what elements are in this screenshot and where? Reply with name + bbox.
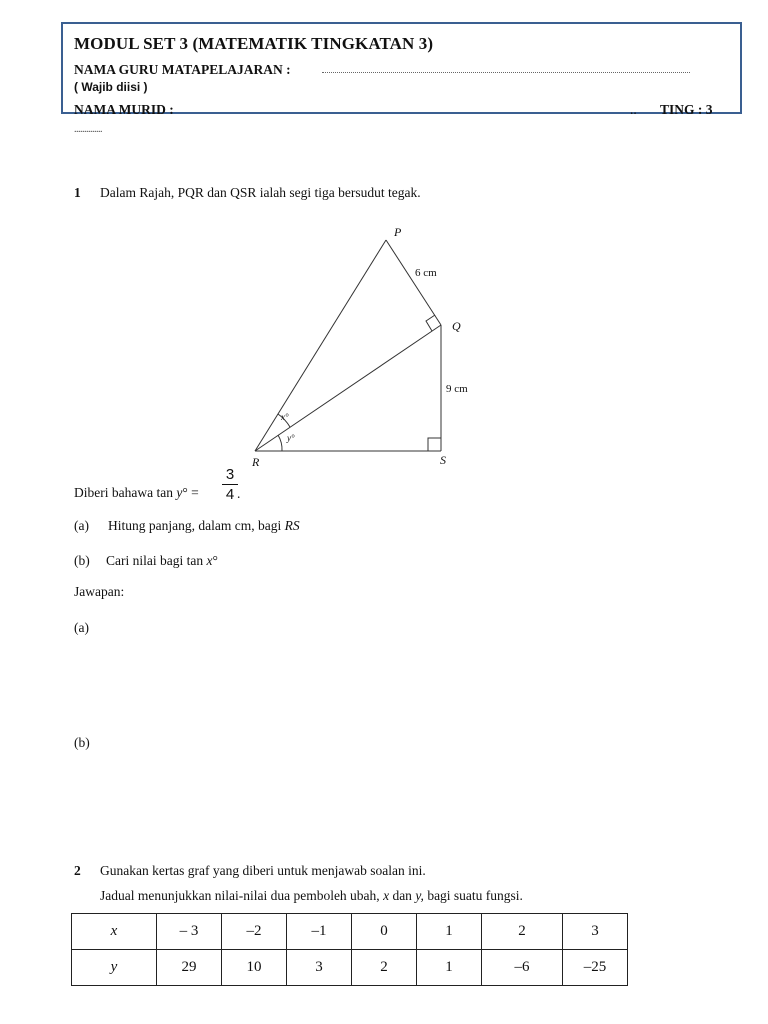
part-a-label: (a)	[74, 518, 89, 533]
table-cell: 0	[352, 914, 417, 950]
table-cell: 2	[482, 914, 563, 950]
table-cell: –2	[222, 914, 287, 950]
q2-line2-end: bagi suatu fungsi.	[423, 888, 523, 903]
side-QR	[255, 325, 441, 451]
side-PQ	[386, 240, 441, 325]
table-row-x	[72, 914, 628, 950]
question-2-number: 2	[74, 863, 81, 878]
fraction-three-quarters	[222, 466, 241, 503]
label-Q: Q	[452, 319, 461, 333]
q2-line2-dan: dan	[389, 888, 416, 903]
student-name-field[interactable]: ..............	[74, 124, 102, 135]
answer-a-space[interactable]	[100, 640, 720, 730]
q2-var-x: x	[383, 888, 390, 903]
table-cell: 1	[417, 914, 482, 950]
table-row-y	[72, 950, 628, 986]
triangle-diagram	[240, 220, 500, 470]
part-a-var: RS	[284, 518, 300, 533]
part-b-var: x	[206, 553, 213, 568]
table-cell: –1	[287, 914, 352, 950]
part-a-text	[108, 518, 300, 534]
table-cell: 3	[287, 950, 352, 986]
question-2-line2	[100, 888, 523, 904]
angle-x-label: x°	[281, 412, 289, 422]
question-1-intro: Dalam Rajah, PQR dan QSR ialah segi tiga bersudut tegak.	[100, 185, 421, 200]
part-a-question: Hitung panjang, dalam cm, bagi	[108, 518, 285, 533]
student-name-dots: ..	[630, 102, 637, 114]
table-cell: 10	[222, 950, 287, 986]
angle-y-arc-icon	[278, 435, 282, 451]
right-angle-S-icon	[428, 438, 441, 451]
table-cell: 29	[157, 950, 222, 986]
label-R: R	[252, 455, 260, 469]
q2-line2-start: Jadual menunjukkan nilai-nilai dua pemboleh ubah,	[100, 888, 384, 903]
teacher-name-label: NAMA GURU MATAPELAJARAN :	[74, 62, 291, 77]
table-cell: 1	[417, 950, 482, 986]
angle-y-label: y°	[287, 433, 295, 443]
question-2-line1: Gunakan kertas graf yang diberi untuk menjawab soalan ini.	[100, 863, 426, 878]
table-cell: –25	[563, 950, 628, 986]
length-PQ: 6 cm	[415, 267, 437, 279]
function-values-table	[71, 913, 628, 986]
table-cell: –6	[482, 950, 563, 986]
right-angle-Q-icon	[426, 315, 435, 331]
label-S: S	[440, 453, 446, 467]
given-statement	[74, 485, 199, 501]
module-title: MODUL SET 3 (MATEMATIK TINGKATAN 3)	[74, 34, 434, 53]
part-b-label: (b)	[74, 553, 90, 568]
q2-var-y: y,	[415, 888, 424, 903]
given-prefix: Diberi bahawa tan	[74, 485, 177, 500]
class-label: TING : 3	[660, 102, 713, 114]
answer-a-label: (a)	[74, 620, 89, 635]
student-name-label: NAMA MURID :	[74, 102, 174, 114]
answer-b-space[interactable]	[100, 755, 720, 845]
table-header-y: y	[72, 950, 157, 986]
part-b-question: Cari nilai bagi tan	[106, 553, 207, 568]
table-cell: 2	[352, 950, 417, 986]
part-b-text	[106, 553, 218, 569]
side-RP	[255, 240, 386, 451]
fraction-period: .	[237, 486, 241, 501]
table-header-x: x	[72, 914, 157, 950]
question-1-number: 1	[74, 185, 81, 200]
length-QS: 9 cm	[446, 383, 468, 395]
fraction-numerator: 3	[225, 466, 235, 483]
given-var: y	[176, 485, 183, 500]
table-cell: 3	[563, 914, 628, 950]
teacher-name-field[interactable]	[322, 72, 690, 73]
fraction-denominator: 4	[225, 486, 235, 503]
answer-label: Jawapan:	[74, 584, 125, 599]
answer-b-label: (b)	[74, 735, 90, 750]
part-b-suffix: °	[212, 553, 218, 568]
label-P: P	[394, 225, 402, 239]
given-suffix: ° =	[182, 485, 199, 500]
table-cell: – 3	[157, 914, 222, 950]
teacher-note: ( Wajib diisi )	[74, 80, 148, 94]
